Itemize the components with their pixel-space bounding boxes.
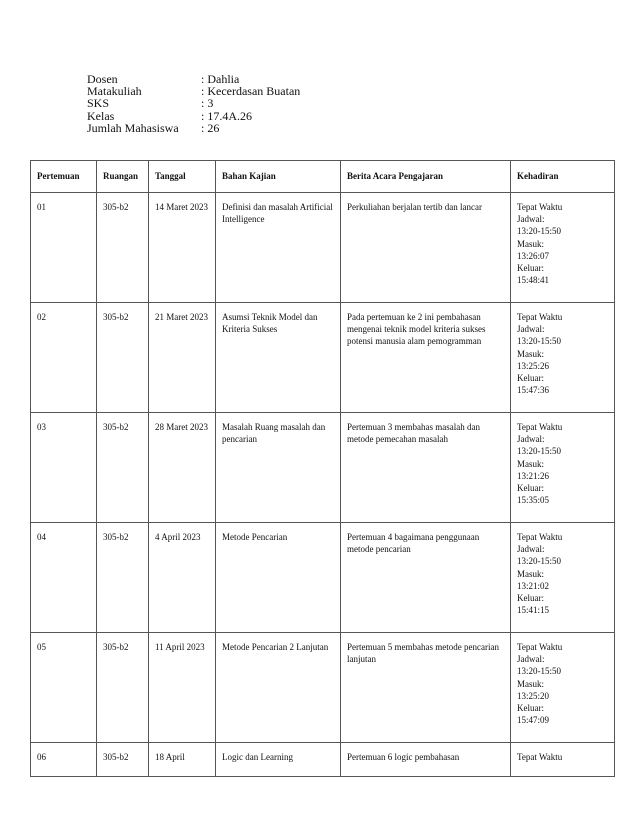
masuk-label: Masuk: — [517, 568, 544, 579]
bahan-kajian-cell: Logic dan Learning — [216, 743, 341, 777]
keluar-value: 15:41:15 — [517, 605, 550, 616]
berita-acara-cell: Pertemuan 4 bagaimana penggunaan metode pencarian — [341, 523, 511, 633]
ruangan-cell: 305-b2 — [97, 633, 149, 743]
table-header-row — [31, 161, 615, 193]
jadwal-label: Jadwal: — [517, 434, 545, 445]
matakuliah-value: : Kecerdasan Buatan — [201, 84, 301, 99]
bahan-kajian-cell: Masalah Ruang masalah dan pencarian — [216, 413, 341, 523]
tanggal-cell: 18 April — [149, 743, 216, 777]
table-row — [31, 413, 615, 523]
jadwal-label: Jadwal: — [517, 214, 545, 225]
berita-acara-cell: Perkuliahan berjalan tertib dan lancar — [341, 193, 511, 303]
berita-acara-cell: Pada pertemuan ke 2 ini pembahasan mengenai teknik model kriteria sukses potensi manusia alam pemogramman — [341, 303, 511, 413]
matakuliah-row — [87, 85, 300, 97]
jadwal-value: 13:20-15:50 — [517, 446, 561, 457]
matakuliah-label: Matakuliah — [87, 84, 142, 99]
jadwal-value: 13:20-15:50 — [517, 336, 561, 347]
keluar-label: Keluar: — [517, 593, 544, 604]
kelas-row — [87, 110, 300, 122]
jumlah-mahasiswa-value: : 26 — [201, 120, 220, 135]
keluar-value: 15:47:09 — [517, 715, 550, 726]
tanggal-cell: 11 April 2023 — [149, 633, 216, 743]
kehadiran-cell — [511, 413, 615, 523]
dosen-value: : Dahlia — [201, 72, 240, 86]
jadwal-value: 13:20-15:50 — [517, 666, 561, 677]
tanggal-cell: 14 Maret 2023 — [149, 193, 216, 303]
ruangan-cell: 305-b2 — [97, 193, 149, 303]
pertemuan-cell: 05 — [31, 633, 97, 743]
sks-label: SKS — [87, 96, 110, 111]
table-row — [31, 633, 615, 743]
masuk-value: 13:21:02 — [517, 580, 550, 591]
ruangan-cell: 305-b2 — [97, 743, 149, 777]
berita-acara-cell: Pertemuan 3 membahas masalah dan metode pemecahan masalah — [341, 413, 511, 523]
berita-acara-cell: Pertemuan 5 membahas metode pencarian lanjutan — [341, 633, 511, 743]
jumlah-mahasiswa-row — [87, 122, 300, 134]
masuk-label: Masuk: — [517, 238, 544, 249]
ruangan-cell: 305-b2 — [97, 523, 149, 633]
table-row — [31, 523, 615, 633]
keluar-label: Keluar: — [517, 703, 544, 714]
keluar-label: Keluar: — [517, 483, 544, 494]
keluar-label: Keluar: — [517, 263, 544, 274]
tanggal-cell: 28 Maret 2023 — [149, 413, 216, 523]
table-row — [31, 303, 615, 413]
jadwal-value: 13:20-15:50 — [517, 226, 561, 237]
pertemuan-cell: 04 — [31, 523, 97, 633]
masuk-label: Masuk: — [517, 348, 544, 359]
table-row — [31, 743, 615, 777]
status-text: Tepat Waktu — [517, 422, 563, 432]
sks-value: : 3 — [201, 96, 214, 111]
tanggal-cell: 4 April 2023 — [149, 523, 216, 633]
ruangan-cell: 305-b2 — [97, 413, 149, 523]
status-text: Tepat Waktu — [517, 202, 563, 212]
column-header-bahan-kajian: Bahan Kajian — [216, 161, 341, 193]
bahan-kajian-cell: Metode Pencarian 2 Lanjutan — [216, 633, 341, 743]
masuk-label: Masuk: — [517, 458, 544, 469]
dosen-label: Dosen — [87, 72, 118, 86]
kehadiran-cell — [511, 193, 615, 303]
kehadiran-cell — [511, 633, 615, 743]
column-header-ruangan: Ruangan — [97, 161, 149, 193]
keluar-label: Keluar: — [517, 373, 544, 384]
keluar-value: 15:35:05 — [517, 495, 550, 506]
jadwal-value: 13:20-15:50 — [517, 556, 561, 567]
kelas-value: : 17.4A.26 — [201, 108, 252, 123]
course-info-header — [87, 73, 300, 134]
status-text: Tepat Waktu — [517, 642, 563, 652]
masuk-label: Masuk: — [517, 678, 544, 689]
pertemuan-cell: 06 — [31, 743, 97, 777]
keluar-value: 15:47:36 — [517, 385, 550, 396]
status-text: Tepat Waktu — [517, 532, 563, 542]
column-header-tanggal: Tanggal — [149, 161, 216, 193]
masuk-value: 13:21:26 — [517, 470, 550, 481]
bahan-kajian-cell: Definisi dan masalah Artificial Intelligence — [216, 193, 341, 303]
kehadiran-cell — [511, 303, 615, 413]
pertemuan-cell: 03 — [31, 413, 97, 523]
keluar-value: 15:48:41 — [517, 275, 550, 286]
status-text: Tepat Waktu — [517, 752, 563, 762]
column-header-berita-acara: Berita Acara Pengajaran — [341, 161, 511, 193]
jadwal-label: Jadwal: — [517, 544, 545, 555]
jumlah-mahasiswa-label: Jumlah Mahasiswa — [87, 120, 179, 135]
tanggal-cell: 21 Maret 2023 — [149, 303, 216, 413]
column-header-kehadiran: Kehadiran — [511, 161, 615, 193]
attendance-table — [30, 160, 615, 777]
sks-row — [87, 97, 300, 109]
pertemuan-cell: 02 — [31, 303, 97, 413]
berita-acara-cell: Pertemuan 6 logic pembahasan — [341, 743, 511, 777]
masuk-value: 13:26:07 — [517, 250, 550, 261]
masuk-value: 13:25:20 — [517, 690, 550, 701]
jadwal-label: Jadwal: — [517, 324, 545, 335]
kehadiran-cell — [511, 523, 615, 633]
jadwal-label: Jadwal: — [517, 654, 545, 665]
pertemuan-cell: 01 — [31, 193, 97, 303]
kelas-label: Kelas — [87, 108, 115, 123]
ruangan-cell: 305-b2 — [97, 303, 149, 413]
status-text: Tepat Waktu — [517, 312, 563, 322]
masuk-value: 13:25:26 — [517, 360, 550, 371]
column-header-pertemuan: Pertemuan — [31, 161, 97, 193]
table-row — [31, 193, 615, 303]
bahan-kajian-cell: Metode Pencarian — [216, 523, 341, 633]
bahan-kajian-cell: Asumsi Teknik Model dan Kriteria Sukses — [216, 303, 341, 413]
kehadiran-cell — [511, 743, 615, 777]
